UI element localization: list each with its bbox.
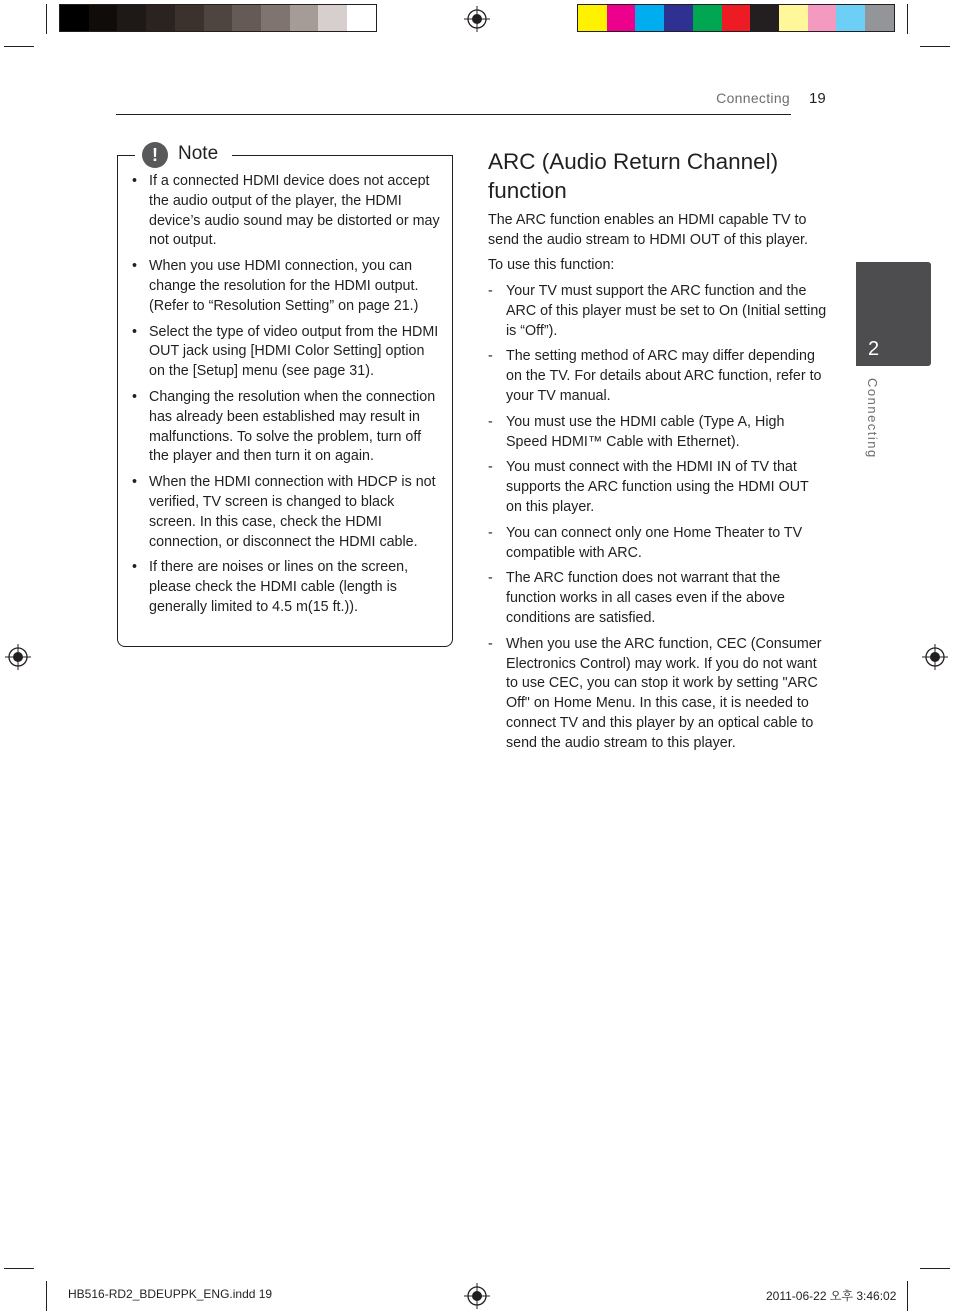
dash: - — [488, 459, 493, 476]
color-swatch — [865, 5, 894, 31]
note-box-top-border — [232, 155, 453, 156]
crop-mark — [920, 46, 950, 47]
grayscale-color-bar — [59, 4, 377, 32]
list-item — [488, 413, 828, 453]
header-rule — [116, 114, 791, 115]
running-header-section: Connecting — [716, 90, 790, 106]
note-item-text: Select the type of video output from the HDMI OUT jack using [HDMI Color Setting] option on the [Setup] menu (see page 31). — [149, 323, 439, 380]
dash: - — [488, 283, 493, 299]
list-item — [488, 347, 828, 406]
color-swatch — [261, 5, 290, 31]
list-item — [488, 282, 828, 341]
registration-mark-icon — [922, 644, 948, 670]
color-swatch — [89, 5, 118, 31]
note-list — [130, 172, 442, 624]
registration-mark-icon — [5, 644, 31, 670]
registration-mark-icon — [464, 1283, 490, 1309]
color-swatch — [693, 5, 722, 31]
color-swatch — [664, 5, 693, 31]
list-item — [488, 524, 828, 564]
dash: - — [488, 635, 493, 652]
chapter-label: Connecting — [865, 378, 880, 459]
color-swatch — [290, 5, 319, 31]
color-swatch — [60, 5, 89, 31]
list-item-text: The ARC function does not warrant that the function works in all cases even if the above conditions are satisfied. — [506, 570, 785, 626]
list-item-text: You can connect only one Home Theater to TV compatible with ARC. — [506, 524, 803, 561]
note-item — [130, 558, 442, 617]
crop-mark — [46, 4, 47, 34]
dash: - — [488, 348, 493, 365]
color-swatch — [722, 5, 751, 31]
note-item — [130, 473, 442, 552]
color-swatch — [204, 5, 233, 31]
crop-mark — [4, 46, 34, 47]
crop-mark — [907, 1281, 908, 1311]
registration-mark-icon — [464, 6, 490, 32]
footer-filename: HB516-RD2_BDEUPPK_ENG.indd 19 — [68, 1287, 273, 1301]
list-item — [488, 569, 828, 628]
color-swatch — [779, 5, 808, 31]
bullet: • — [132, 559, 138, 576]
color-swatch — [635, 5, 664, 31]
color-swatch — [347, 5, 376, 31]
crop-mark — [4, 1268, 34, 1269]
note-item — [130, 172, 442, 251]
list-item — [488, 458, 828, 517]
note-item-text: When the HDMI connection with HDCP is not verified, TV screen is changed to black screen. In this case, check the HDMI connection, or disconnect the HDMI cable. — [149, 474, 436, 550]
note-title: Note — [178, 143, 219, 164]
color-swatch — [232, 5, 261, 31]
bullet: • — [132, 388, 138, 405]
color-swatch — [578, 5, 607, 31]
intro-paragraph: The ARC function enables an HDMI capable TV to send the audio stream to HDMI OUT of this player. — [488, 212, 808, 248]
note-item-text: If a connected HDMI device does not accept the audio output of the player, the HDMI device’s audio sound may be distorted or may not output. — [149, 173, 440, 249]
color-swatch — [808, 5, 837, 31]
bullet: • — [132, 173, 138, 189]
crop-mark — [46, 1281, 47, 1311]
note-item — [130, 388, 442, 467]
lead-paragraph: To use this function: — [488, 257, 615, 273]
footer-timestamp: 2011-06-22 오후 3:46:02 — [766, 1289, 897, 1303]
color-swatch — [836, 5, 865, 31]
color-swatch — [175, 5, 204, 31]
bullet: • — [132, 323, 138, 340]
crop-mark — [920, 1268, 950, 1269]
page-number: 19 — [809, 90, 826, 107]
note-item-text: Changing the resolution when the connection has already been established may result in malfunctions. To solve the problem, turn off the player and then turn it on again. — [149, 388, 436, 465]
note-box-top-border — [117, 155, 135, 156]
list-item-text: Your TV must support the ARC function and the ARC of this player must be set to On (Initial setting is “Off”). — [506, 283, 827, 339]
color-swatch — [117, 5, 146, 31]
note-item-text: When you use HDMI connection, you can change the resolution for the HDMI output. (Refer to “Resolution Setting” on page 21.) — [149, 258, 419, 314]
list-item-text: You must use the HDMI cable (Type A, High Speed HDMI™ Cable with Ethernet). — [506, 413, 785, 450]
note-item — [130, 257, 442, 316]
color-swatch — [750, 5, 779, 31]
note-item — [130, 323, 442, 382]
list-item-text: The setting method of ARC may differ depending on the TV. For details about ARC function, refer to your TV manual. — [506, 348, 822, 404]
exclamation-icon: ! — [142, 142, 168, 168]
requirements-list — [488, 282, 828, 760]
chapter-number: 2 — [868, 338, 880, 360]
note-item-text: If there are noises or lines on the screen, please check the HDMI cable (length is generally limited to 4.5 m(15 ft.)). — [149, 559, 409, 615]
bullet: • — [132, 258, 138, 275]
dash: - — [488, 524, 493, 541]
dash: - — [488, 413, 493, 430]
color-swatch — [318, 5, 347, 31]
color-swatch — [607, 5, 636, 31]
process-color-bar — [577, 4, 895, 32]
dash: - — [488, 570, 493, 587]
section-heading: ARC (Audio Return Channel) function — [488, 149, 779, 203]
crop-mark — [907, 4, 908, 34]
list-item-text: When you use the ARC function, CEC (Consumer Electronics Control) may work. If you do not want to use CEC, you can stop it work by setting "ARC Off" on Home Menu. In this case, it is needed to connect TV and this player by an optical cable to send the audio stream to this player. — [506, 635, 822, 751]
bullet: • — [132, 474, 138, 491]
list-item-text: You must connect with the HDMI IN of TV that supports the ARC function using the HDMI OUT on this player. — [506, 459, 809, 515]
list-item — [488, 635, 828, 754]
color-swatch — [146, 5, 175, 31]
